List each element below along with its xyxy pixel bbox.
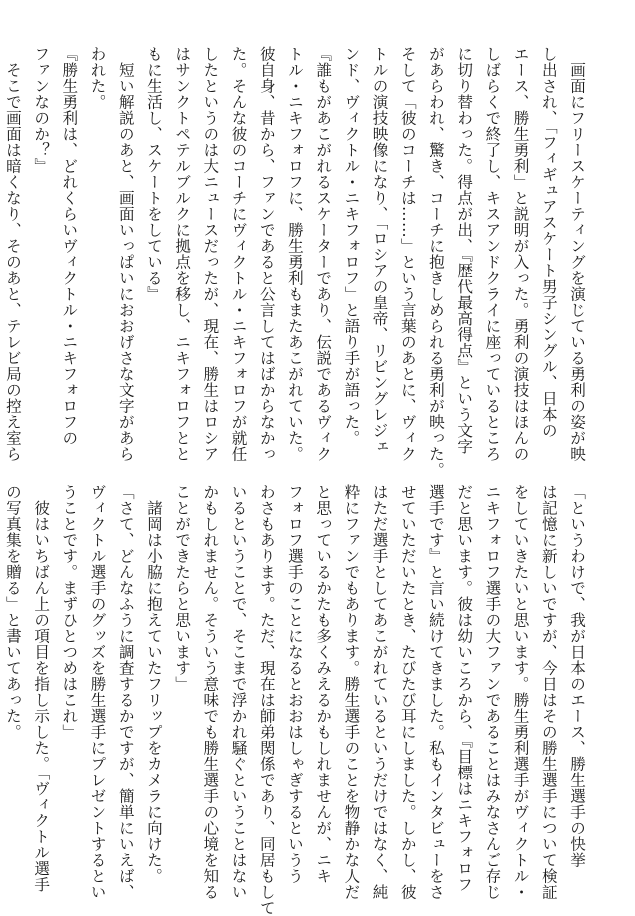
text-line: われた。	[88, 46, 107, 110]
text-line: は記憶に新しいですが、今日はその勝生選手について検証	[539, 484, 558, 900]
text-line: わさもあります。ただ、現在は師弟関係であり、同居もして	[257, 484, 276, 916]
text-line: せていただいたとき、たびたび耳にしました。しかし、彼	[398, 484, 417, 900]
text-line: があらわれ、驚き、コーチに抱きしめられる勇利が映った。	[426, 46, 445, 478]
text-line: 短い解説のあと、画面いっぱいにおおげさな文字があら	[116, 46, 135, 462]
text-line: フォロフ選手のことになるとおおはしゃぎするというう	[285, 484, 304, 884]
text-line: いるということで、そこまで浮かれ騒ぐということはない	[229, 484, 248, 900]
text-line: しばらくで終了し、キスアンドクライに座っているところ	[483, 46, 502, 462]
text-line: そこで画面は暗くなり、そのあと、テレビ局の控え室ら	[3, 46, 22, 462]
text-line: ファンなのか？』	[32, 46, 51, 174]
text-line: に切り替わった。得点が出、『歴代最高得点』という文字	[455, 46, 474, 455]
text-line: 粋にファンでもあります。勝生選手のことを物静かな人だ	[342, 484, 361, 900]
text-line: もに生活し、スケートをしている』	[144, 46, 163, 302]
text-line: し出され、「フィギュアスケート男子シングル、日本の	[539, 46, 558, 439]
text-line: 選手です』と言い続けてきました。私もインタビューをさ	[426, 484, 445, 900]
upper-text-block	[3, 46, 591, 478]
text-line: かもしれません。そういう意味でも勝生選手の心境を知る	[201, 484, 220, 900]
text-line: 「さて、どんなふうに調査するかですが、簡単にいえば、	[116, 484, 135, 900]
text-line: 「というわけで、我が日本のエース、勝生選手の快挙	[568, 484, 586, 868]
text-line: エース、勝生勇利」と説明が入った。勇利の演技はほんの	[511, 46, 530, 462]
text-line: ことができたらと思います」	[173, 484, 192, 692]
text-line: トルの演技映像になり、「ロシアの皇帝、リビングレジェ	[370, 46, 389, 455]
text-line: はサンクトペテルブルクに拠点を移し、ニキフォロフとと	[173, 46, 192, 462]
text-line: 彼自身、昔から、ファンであると公言してはばからなかっ	[257, 46, 276, 462]
text-line: 画面にフリースケーティングを演じている勇利の姿が映	[568, 46, 586, 462]
text-line: ヴィクトル選手のグッズを勝生選手にプレゼントするとい	[88, 484, 107, 900]
text-line: ニキフォロフ選手の大ファンであることはみなさんご存じ	[483, 484, 502, 900]
text-line: 諸岡は小脇に抱えていたフリップをカメラに向けた。	[144, 484, 163, 884]
text-line: 彼はいちばん上の項目を指し示した。「ヴィクトル選手	[32, 484, 51, 893]
text-line: の写真集を贈る」と書いてあった。	[3, 484, 22, 740]
text-line: と思っているかたも多くみえるかもしれませんが、ニキ	[314, 484, 333, 884]
text-line: したというのは大ニュースだったが、現在、勝生はロシア	[201, 46, 220, 462]
text-line: ンド、ヴィクトル・ニキフォロフ」と語り手が語った。	[342, 46, 361, 446]
text-line: をしていきたいと思います。勝生勇利選手がヴィクトル・	[511, 484, 530, 900]
text-line: そして「彼のコーチは……」という言葉のあとに、ヴィク	[398, 46, 417, 462]
lower-text-block	[3, 484, 591, 916]
text-line: うことです。まずひとつめはこれ」	[60, 484, 79, 740]
text-line: た。そんな彼のコーチにヴィクトル・ニキフォロフが就任	[229, 46, 248, 462]
text-line: 『勝生勇利は、どれくらいヴィクトル・ニキフォロフの	[60, 46, 79, 446]
text-line: 『誰もがあこがれるスケーターであり、伝説であるヴィク	[314, 46, 333, 462]
text-line: トル・ニキフォロフに、勝生勇利もまたあこがれていた。	[285, 46, 304, 462]
text-line: はただ選手としてあこがれているというだけではなく、純	[370, 484, 389, 900]
text-line: だと思います。彼は幼いころから、『目標はニキフォロフ	[455, 484, 474, 893]
